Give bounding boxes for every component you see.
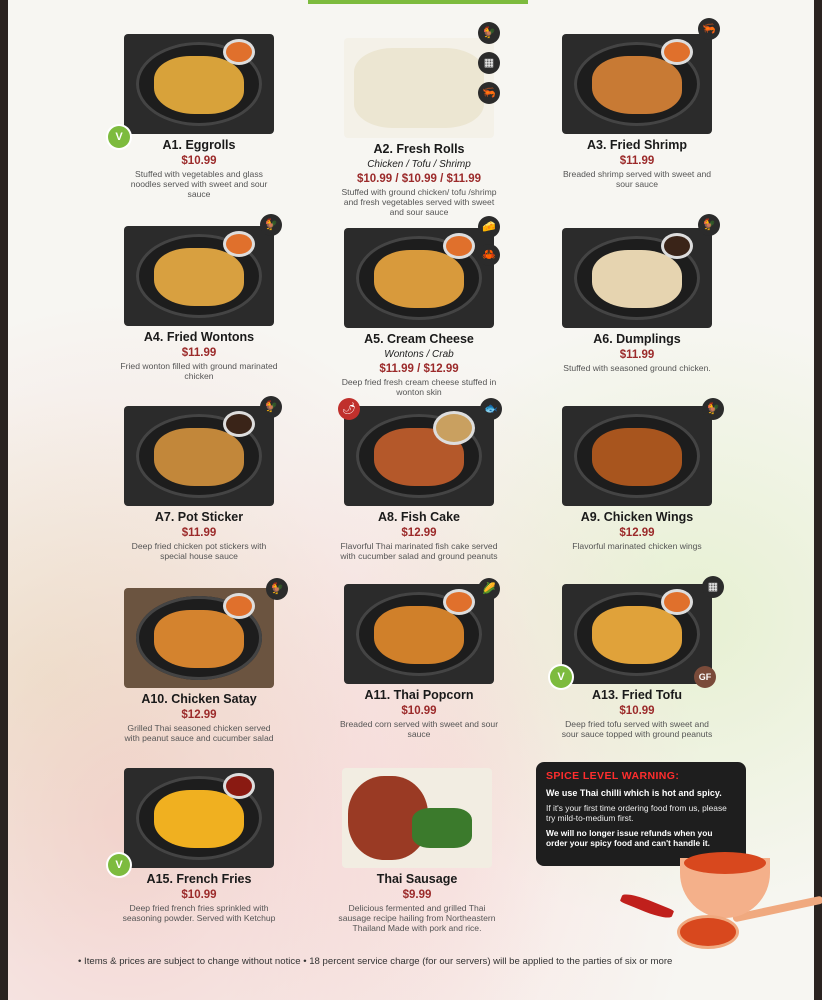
top-accent-line [308,0,528,4]
item-description: Delicious fermented and grilled Thai sausage recipe hailing from Northeastern Thailand Made with pork and rice. [338,903,496,933]
chicken-icon: 🐓 [266,578,288,600]
cheese-icon: 🧀 [478,216,500,238]
item-variant: Chicken / Tofu / Shrimp [367,159,471,170]
menu-item-a13[interactable] [522,584,752,739]
item-description: Stuffed with vegetables and glass noodles served with sweet and sour sauce [130,169,268,199]
item-price: $10.99 [619,705,655,717]
item-name: Thai Sausage [376,872,458,886]
item-name: A10. Chicken Satay [141,692,257,706]
spicy-icon: 🌶 [338,398,360,420]
menu-item-a3[interactable] [522,34,752,189]
chicken-icon: 🐓 [702,398,724,420]
menu-item-thai-sausage[interactable] [302,768,532,933]
fish-icon: 🐟 [480,398,502,420]
item-name: A3. Fried Shrimp [586,138,688,152]
item-name: A9. Chicken Wings [580,510,694,524]
item-photo [124,406,274,506]
item-name: A8. Fish Cake [378,510,460,524]
item-name: A7. Pot Sticker [154,510,244,524]
item-name: A11. Thai Popcorn [364,688,474,702]
tofu-icon: ▦ [478,52,500,74]
item-description: Deep fried chicken pot stickers with special house sauce [131,541,267,561]
gluten-free-icon: GF [694,666,716,688]
warning-line-1: We use Thai chilli which is hot and spicy. [546,788,722,798]
menu-item-a15[interactable] [84,768,314,923]
item-description: Flavorful marinated chicken wings [572,541,702,551]
item-description: Deep fried fresh cream cheese stuffed in wonton skin [341,377,497,397]
item-description: Breaded corn served with sweet and sour sauce [339,719,499,739]
item-photo [344,584,494,684]
item-price: $10.99 / $10.99 / $11.99 [356,173,482,185]
menu-item-a10[interactable] [84,588,314,743]
footer-notice: • Items & prices are subject to change without notice • 18 percent service charge (for our servers) will be applied to the parties of six or more [78,956,673,967]
item-photo [562,584,712,684]
item-price: $11.99 [181,347,217,359]
item-description: Flavorful Thai marinated fish cake served with cucumber salad and ground peanuts [340,541,498,561]
item-photo [344,406,494,506]
chicken-icon: 🐓 [478,22,500,44]
vegetarian-icon: V [108,126,130,148]
crab-icon: 🦀 [478,244,500,266]
warning-line-3: We will no longer issue refunds when you order your spicy food and can't handle it. [546,828,713,848]
shrimp-icon: 🦐 [478,82,500,104]
item-photo [344,228,494,328]
corn-icon: 🌽 [478,578,500,600]
item-description: Stuffed with seasoned ground chicken. [563,363,711,373]
item-price: $11.99 [619,349,655,361]
item-name: A15. French Fries [146,872,252,886]
item-description: Deep fried tofu served with sweet and sour sauce topped with ground peanuts [561,719,713,739]
item-price: $10.99 [181,889,217,901]
warning-title: SPICE LEVEL WARNING: [546,770,680,782]
menu-item-a11[interactable] [304,584,534,739]
item-description: Deep fried french fries sprinkled with seasoning powder. Served with Ketchup [122,903,276,923]
red-chili-decoration [620,890,675,921]
item-name: A2. Fresh Rolls [373,142,465,156]
item-variant: Wontons / Crab [384,349,454,360]
item-name: A5. Cream Cheese [364,332,474,346]
item-photo [124,226,274,326]
tofu-icon: ▦ [702,576,724,598]
spice-warning-box [536,762,746,866]
menu-item-a6[interactable] [522,228,752,373]
menu-item-a7[interactable] [84,406,314,561]
menu-page [8,0,814,1000]
item-price: $11.99 [181,527,217,539]
item-name: A4. Fried Wontons [143,330,255,344]
item-description: Breaded shrimp served with sweet and sour sauce [562,169,712,189]
menu-item-a4[interactable] [84,226,314,381]
item-photo [124,34,274,134]
item-name: A1. Eggrolls [162,138,236,152]
item-price: $12.99 [619,527,655,539]
item-description: Grilled Thai seasoned chicken served with peanut sauce and cucumber salad [124,723,274,743]
item-photo [562,228,712,328]
item-photo [344,38,494,138]
shrimp-icon: 🦐 [698,18,720,40]
vegetarian-icon: V [550,666,572,688]
item-description: Fried wonton filled with ground marinated chicken [120,361,278,381]
chili-flakes-decoration [684,852,766,874]
item-price: $12.99 [401,527,437,539]
chicken-icon: 🐓 [260,396,282,418]
item-photo [124,588,274,688]
item-description: Stuffed with ground chicken/ tofu /shrimp and fresh vegetables served with sweet and sour sauce [341,187,497,217]
menu-item-a8[interactable] [304,406,534,561]
item-price: $9.99 [402,889,432,901]
item-price: $12.99 [181,709,217,721]
menu-item-a1[interactable] [84,34,314,199]
item-price: $11.99 [619,155,655,167]
item-photo [562,34,712,134]
item-name: A13. Fried Tofu [591,688,683,702]
chili-spoon-decoration [680,918,736,946]
item-photo [562,406,712,506]
item-price: $10.99 [401,705,437,717]
vegetarian-icon: V [108,854,130,876]
item-price: $10.99 [181,155,217,167]
chicken-icon: 🐓 [260,214,282,236]
warning-line-2: If it's your first time ordering food from us, please try mild-to-medium first. [546,803,727,823]
chicken-icon: 🐓 [698,214,720,236]
menu-item-a9[interactable] [522,406,752,551]
item-photo [124,768,274,868]
item-photo [342,768,492,868]
item-price: $11.99 / $12.99 [379,363,459,375]
item-name: A6. Dumplings [593,332,681,346]
